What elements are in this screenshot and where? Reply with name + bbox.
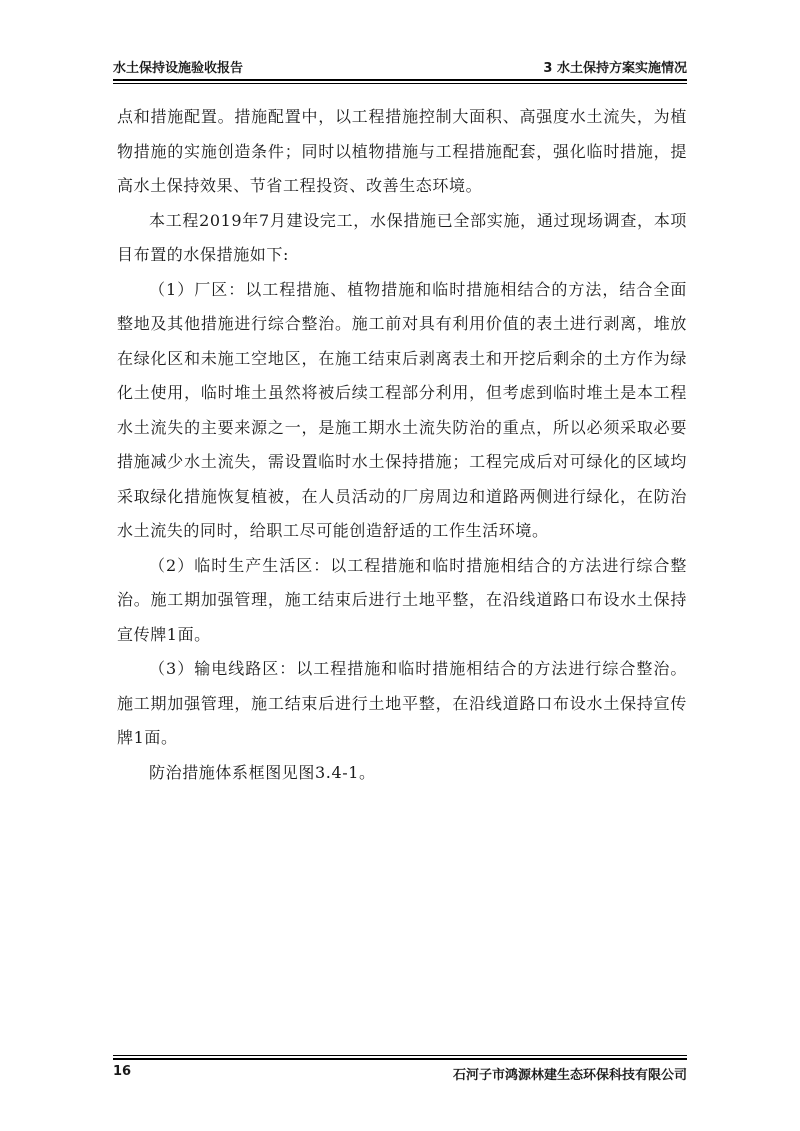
footer-company-name: 石河子市鸿源林建生态环保科技有限公司	[452, 1068, 687, 1083]
footer-divider	[113, 1058, 687, 1060]
header-divider	[113, 79, 687, 81]
paragraph-figure-reference: 防治措施体系框图见图3.4-1。	[149, 762, 376, 782]
paragraph-transmission-line-area: （3）输电线路区：以工程措施和临时措施相结合的方法进行综合整治。施工期加强管理，施工结束后进行土地平整，在沿线道路口布设水土保持宣传牌1面。	[117, 659, 687, 747]
header-report-title: 水土保持设施验收报告	[113, 61, 244, 76]
footer-divider-thin	[113, 1055, 687, 1056]
page-body	[117, 100, 687, 790]
paragraph-plant-area: （1）厂区：以工程措施、植物措施和临时措施相结合的方法，结合全面整地及其他措施进行综合整治。施工前对具有利用价值的表土进行剥离，堆放在绿化区和未施工空地区，在施工结束后剥离表土和开挖后剩余的土方作为绿化土使用，临时堆土虽然将被后续工程部分利用，但考虑到临时堆土是本工程水土流失的主要来源之一，是施工期水土流失防治的重点，所以必须采取必要措施减少水土流失，需设置临时水土保持措施；工程完成后对可绿化的区域均采取绿化措施恢复植被，在人员活动的厂房周边和道路两侧进行绿化，在防治水土流失的同时，给职工尽可能创造舒适的工作生活环境。	[117, 279, 687, 540]
header-divider-thin	[113, 83, 687, 84]
paragraph-completion-summary: 本工程2019年7月建设完工，水保措施已全部实施，通过现场调查，本项目布置的水保措施如下:	[117, 210, 687, 264]
page-footer	[113, 1064, 687, 1084]
paragraph-temporary-area: （2）临时生产生活区：以工程措施和临时措施相结合的方法进行综合整治。施工期加强管理，施工结束后进行土地平整，在沿线道路口布设水土保持宣传牌1面。	[117, 555, 687, 644]
page-number: 16	[113, 1064, 132, 1079]
paragraph-continuation: 点和措施配置。措施配置中，以工程措施控制大面积、高强度水土流失，为植物措施的实施创造条件；同时以植物措施与工程措施配套，强化临时措施，提高水土保持效果、节省工程投资、改善生态环境。	[117, 107, 687, 195]
header-chapter-title: 3 水土保持方案实施情况	[543, 61, 687, 76]
page-header	[113, 56, 687, 76]
